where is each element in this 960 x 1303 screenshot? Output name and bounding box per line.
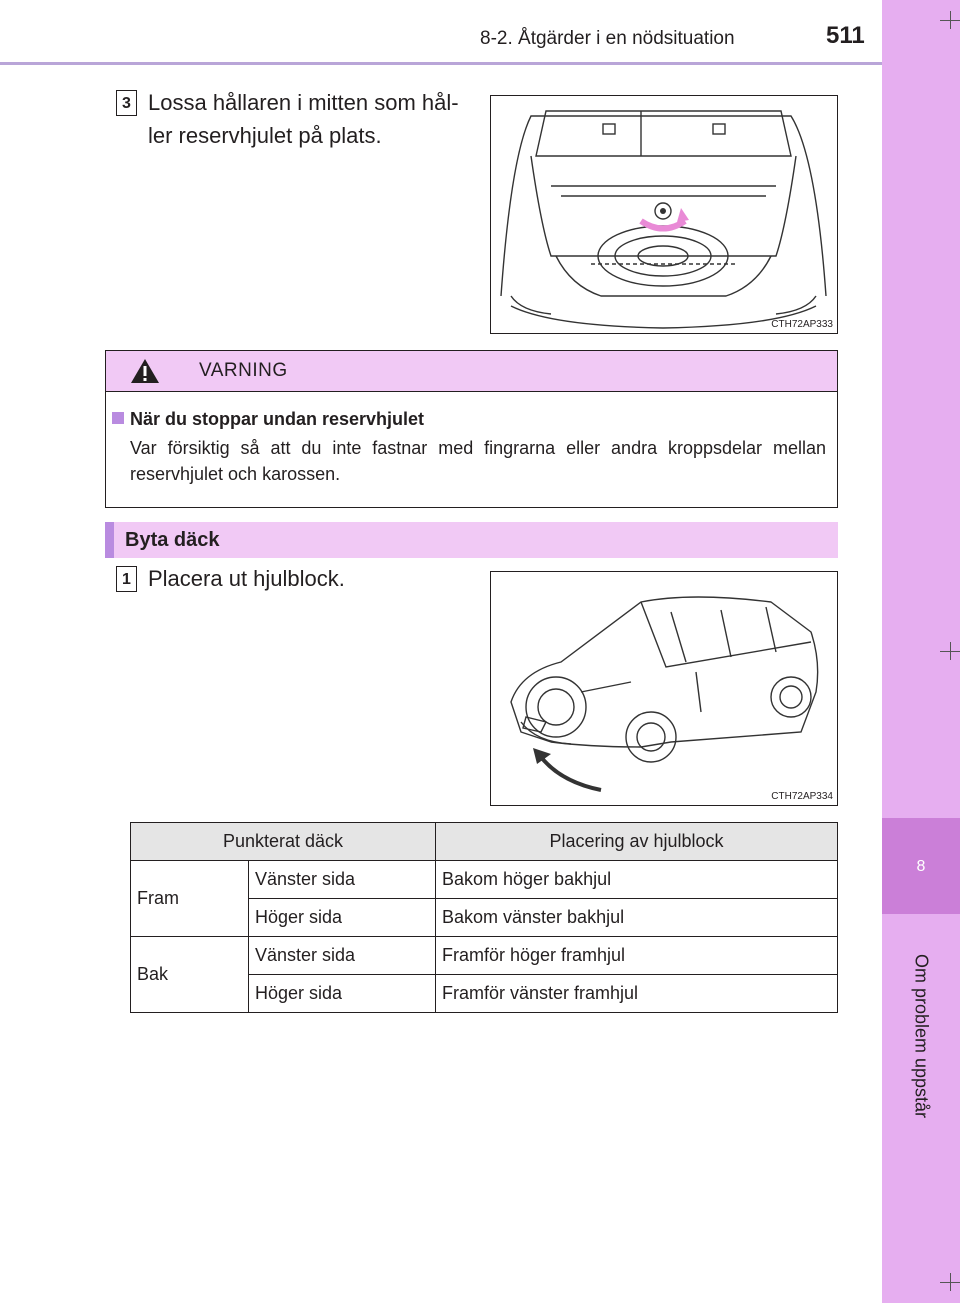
table-cell-side: Vänster sida [249, 937, 436, 975]
step-instruction: Placera ut hjulblock. [148, 566, 345, 591]
table-cell-placement: Framför vänster framhjul [436, 975, 838, 1013]
crop-mark [950, 1273, 951, 1291]
warning-subheading [112, 409, 424, 430]
section-accent-bar [105, 522, 114, 558]
car-drawing [491, 572, 836, 804]
table-cell-placement: Bakom vänster bakhjul [436, 899, 838, 937]
warning-body: Var försiktig så att du inte fastnar med fingrarna eller andra kroppsdelar mellan reservhjulet och karossen. [130, 438, 826, 484]
step-instruction-line: ler reservhjulet på plats. [148, 123, 382, 148]
step-number: 1 [116, 566, 137, 592]
step-instruction-line: Lossa hållaren i mitten som hål- [148, 90, 459, 115]
chapter-title: Om problem uppstår [911, 953, 932, 1119]
square-bullet-icon [112, 412, 124, 424]
step-instruction [148, 86, 459, 152]
table-header-row [131, 823, 838, 861]
table-cell-placement: Framför höger framhjul [436, 937, 838, 975]
table-cell-side: Vänster sida [249, 861, 436, 899]
section-title: Byta däck [125, 529, 220, 551]
trunk-spare-wheel-illustration [490, 95, 838, 334]
figure-code: CTH72AP334 [771, 791, 833, 802]
crop-mark [950, 11, 951, 29]
warning-header [106, 351, 837, 392]
table-group-label: Fram [131, 861, 249, 937]
trunk-drawing [491, 96, 836, 332]
table-row [131, 861, 838, 899]
section-heading [105, 522, 838, 558]
page-number: 511 [826, 22, 865, 49]
warning-triangle-icon [130, 358, 160, 384]
figure-code: CTH72AP333 [771, 319, 833, 330]
chapter-side-tab [882, 0, 960, 1303]
table-header-placement: Placering av hjulblock [436, 823, 838, 861]
warning-title: VARNING [199, 360, 288, 381]
table-cell-side: Höger sida [249, 899, 436, 937]
warning-subheading-text: När du stoppar undan reservhjulet [130, 409, 425, 429]
car-wheel-chock-illustration [490, 571, 838, 806]
wheel-chock-table [130, 822, 838, 1013]
table-group-label: Bak [131, 937, 249, 1013]
running-header: 8-2. Åtgärder i en nödsituation [480, 28, 735, 49]
step-number: 3 [116, 90, 137, 116]
header-rule [0, 62, 882, 65]
chapter-number: 8 [916, 858, 926, 875]
table-cell-placement: Bakom höger bakhjul [436, 861, 838, 899]
table-header-punctured: Punkterat däck [131, 823, 436, 861]
table-row [131, 937, 838, 975]
crop-mark [950, 642, 951, 660]
warning-box [105, 350, 838, 508]
table-cell-side: Höger sida [249, 975, 436, 1013]
